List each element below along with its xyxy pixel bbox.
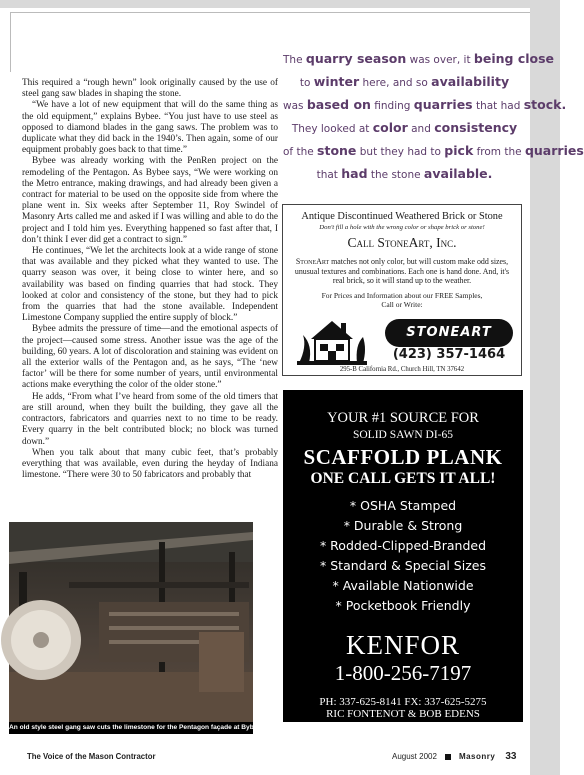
- page-number: 33: [505, 751, 517, 762]
- page-top-border: [0, 0, 560, 8]
- kenfor-ext-21: Ext-21: [434, 720, 464, 732]
- stoneart-body: StoneArt matches not only color, but will custom make odd sizes, unusual textures and combinations. Each one is hand done. And, it's real brick, so it will stand up to the weather.: [294, 257, 510, 286]
- list-item: * Available Nationwide: [332, 578, 474, 593]
- kenfor-tollfree: 1-800-256-7197: [334, 661, 472, 685]
- stoneart-address: 295-B California Rd., Church Hill, TN 37642: [339, 366, 465, 373]
- pull-quote-line: was based on finding quarries that had stock.: [283, 97, 567, 112]
- pull-quote-line: of the stone but they had to pick from the quarries: [283, 143, 584, 158]
- stoneart-info: For Prices and Information about our FREE Samples, Call or Write:: [321, 290, 483, 310]
- article-paragraph: He adds, “From what I’ve heard from some of the old timers that are still around, when they built the building, they gave all the contractors, fabricators and quarries next to no time to be ready. Every quarry in the belt contributed block; no block was turned down.”: [22, 391, 278, 447]
- kenfor-feature-list: [283, 496, 523, 616]
- footer-date: August 2002: [392, 752, 437, 761]
- stoneart-headline: Antique Discontinued Weathered Brick or Stone: [301, 211, 503, 222]
- article-paragraph: This required a “rough hewn” look originally caused by the use of steel gang saw blades in shaping the stone.: [22, 78, 278, 100]
- house-illustration-icon: [297, 317, 367, 367]
- article-body: [22, 78, 278, 481]
- pull-quote-line: They looked at color and consistency: [291, 120, 518, 135]
- kenfor-advertisement: [283, 390, 523, 732]
- page-edge-strip: [530, 0, 560, 775]
- stoneart-subline: Don't fill a hole with the wrong color or shape brick or stone!: [319, 224, 485, 231]
- kenfor-line3: SCAFFOLD PLANK: [303, 445, 503, 469]
- pull-quote-line: to winter here, and so availability: [299, 74, 510, 89]
- footer-tagline: The Voice of the Mason Contractor: [27, 752, 156, 761]
- kenfor-line4: ONE CALL GETS IT ALL!: [310, 470, 496, 487]
- pull-quote-line: that had the stone available.: [316, 166, 493, 181]
- kenfor-extensions: [283, 720, 523, 732]
- kenfor-phones: PH: 337-625-8141 FX: 337-625-5275: [319, 696, 487, 708]
- gang-saw-photo: [9, 522, 253, 722]
- article-paragraph: He continues, “We let the architects look at a wide range of stone that was available and they picked what they wanted to use. The quarry season was over, it being close to winter here, and so availability was based on finding quarries that had stock. They looked at color and consistency of the stone, but they had to pick from the quarries that had the stone available. Independent Limestone Company supplied the entire supply of block.”: [22, 246, 278, 324]
- article-paragraph: “We have a lot of new equipment that will do the same thing as the old equipment,” explains Bybee. “You just have to use steel as opposed to diamond blades in the gang saws. The problem was to duplicate what they did back in the 1940’s. Then again, some of our equipment probably goes back to that time.”: [22, 100, 278, 156]
- list-item: * Standard & Special Sizes: [320, 558, 486, 573]
- pull-quote-line: The quarry season was over, it being close: [283, 51, 555, 66]
- article-paragraph: Bybee was already working with the PenRen project on the remodeling of the Pentagon. As Bybee says, “We were working on the Metro entrance, making drawings, and had already been given a contract for material to be used on the opposite side from where the plane went in. Six weeks after September 11, Roy Swindel of Masonry Arts called me and asked if I was willing and able to do the project and I told him yes. Everything happened so fast after that, I don’t think I ever did get a contract to sign.”: [22, 156, 278, 245]
- stoneart-call: Call StoneArt, Inc.: [347, 235, 457, 250]
- pull-quote: [283, 48, 584, 184]
- stoneart-phone: (423) 357-1464: [392, 347, 506, 362]
- footer-folio: [392, 751, 516, 762]
- article-paragraph: When you talk about that many cubic feet, that’s probably everything that was available, even during the heyday of Indiana limestone. “There were 30 to 50 fabricators and probably that: [22, 447, 278, 481]
- list-item: * OSHA Stamped: [349, 498, 457, 513]
- kenfor-brand: KENFOR: [345, 630, 460, 660]
- footer-magazine: Masonry: [458, 752, 496, 761]
- stoneart-advertisement: [282, 204, 522, 376]
- photo-caption: An old style steel gang saw cuts the limestone for the Pentagon façade at Bybee Stone.: [9, 722, 253, 734]
- stoneart-contact-row: [283, 317, 521, 367]
- kenfor-line2: SOLID SAWN DI-65: [352, 429, 453, 441]
- kenfor-ext-16: Ext-16: [342, 720, 372, 732]
- kenfor-contacts: RIC FONTENOT & BOB EDENS: [326, 708, 480, 720]
- article-paragraph: Bybee admits the pressure of time—and the emotional aspects of the project—caused some stress. Another issue was the age of the building, 60 years. A lot of discoloration and staining was evident on all the exterior walls of the Pentagon and, as he says, “The ‘new factor’ will be there for some number of years, until environmental actions make everything the color of the older stone.”: [22, 324, 278, 391]
- kenfor-line1: YOUR #1 SOURCE FOR: [327, 410, 479, 426]
- list-item: * Durable & Strong: [343, 518, 463, 533]
- list-item: * Rodded-Clipped-Branded: [319, 538, 487, 553]
- square-bullet-icon: [445, 754, 451, 760]
- list-item: * Pocketbook Friendly: [335, 598, 471, 613]
- stoneart-logo: STONEART: [385, 319, 513, 347]
